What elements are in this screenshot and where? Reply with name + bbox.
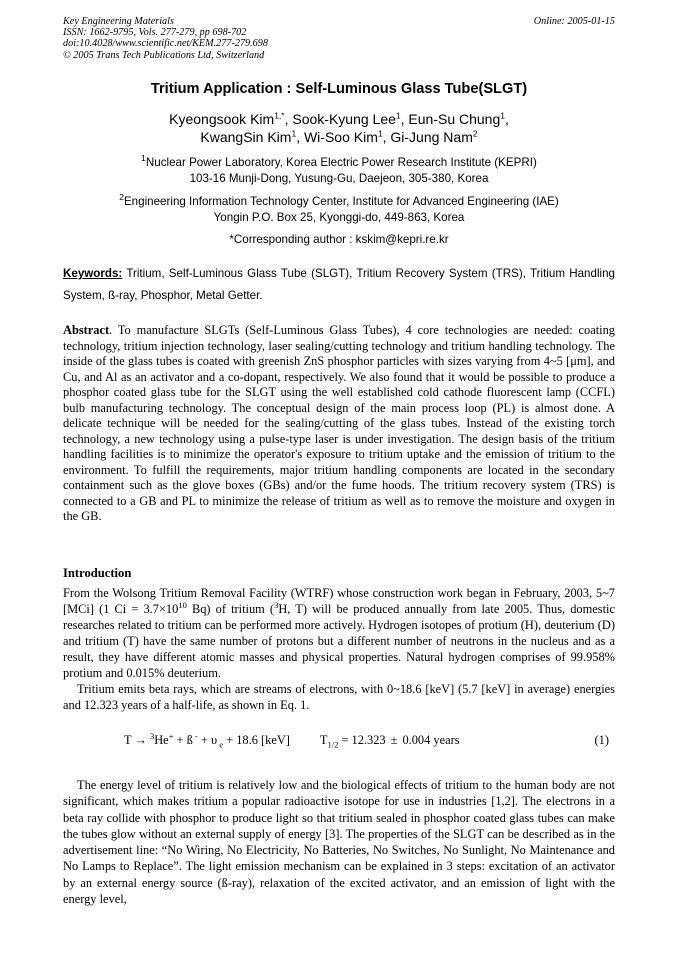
author-affiliation-mark: 2 [472, 128, 478, 139]
copyright-line: © 2005 Trans Tech Publications Ltd, Switzerland [63, 49, 265, 61]
affiliation-2 [0, 194, 678, 225]
doi-line[interactable]: doi:10.4028/www.scientific.net/KEM.277-279.698 [63, 38, 268, 50]
issn-line: ISSN: 1662-9795, Vols. 277-279, pp 698-702 [63, 27, 247, 39]
author-name: , Gi-Jung Nam [382, 129, 473, 145]
author-affiliation-mark: 1 [377, 128, 383, 139]
author-line-2 [0, 128, 678, 146]
introduction-paragraph-2: Tritium emits beta rays, which are streams of electrons, with 0~18.6 [keV] (5.7 [keV] in average) energies and 12.323 years of a half-life, as shown in Eq. 1. [63, 682, 615, 712]
affiliation-mark: 1 [141, 153, 146, 164]
author-affiliation-mark: 1 [291, 128, 297, 139]
author-name: , Wi-Soo Kim [296, 129, 378, 145]
introduction-heading: Introduction [63, 566, 132, 580]
affiliation-2-line-2: Yongin P.O. Box 25, Kyonggi-do, 449-863, Korea [213, 210, 465, 224]
online-date: Online: 2005-01-15 [533, 16, 615, 27]
introduction-paragraph-1: From the Wolsong Tritium Removal Facility (WTRF) whose construction work began in February, 2003, 5~7 [MCi] (1 $Ci = 3.7\times 10^{10}$ Bq) of tritium ($^3$H, T) will be produced annually from late 2005. Thus, domestic researches related to tritium can be performed more actively. Hydrogen isotopes of protium (H), deuterium (D) and tritium (T) have the same number of protons but a different number of neutrons in the nucleus and as a result, they have different atomic masses and physical properties. Natural hydrogen comprises of 99.958% protium and 0.015% deuterium. [63, 586, 615, 680]
author-name: KwangSin Kim [200, 129, 292, 145]
corresponding-author: *Corresponding author : kskim@kepri.re.kr [229, 233, 449, 246]
keywords-text: Tritium, Self-Luminous Glass Tube (SLGT), Tritium Recovery System (TRS), Tritium Handling System, ß-ray, Phosphor, Metal Getter. [63, 267, 615, 302]
paper-title: Tritium Application : Self-Luminous Glass Tube(SLGT) [150, 81, 528, 97]
author-separator: , [504, 111, 509, 127]
equation-1: T → $^3$He+ + ß - + υ $_e$ + 18.6 [keV] $T_{1/2} = 12.323 \pm 0.004$ years [124, 730, 460, 750]
affiliation-2-line-1: $^2$Engineering Information Technology Center, Institute for Advanced Engineering (IAE) [119, 192, 559, 208]
author-affiliation-mark: 1 [500, 110, 505, 121]
abstract-label: Abstract [63, 323, 110, 337]
keywords-paragraph [63, 263, 615, 306]
author-affiliation-mark: 1 [395, 110, 401, 121]
author-name: , Eun-Su Chung [400, 111, 501, 127]
affiliation-1-line-2: 103-16 Munji-Dong, Yusung-Gu, Daejeon, 305-380, Korea [189, 171, 489, 185]
author-affiliation-mark: 1,* [274, 110, 285, 121]
affiliation-mark: 2 [119, 192, 124, 203]
introduction-body [63, 585, 615, 713]
keywords-label: Keywords: [63, 267, 123, 280]
equation-number: (1) [594, 733, 609, 747]
journal-header [63, 16, 268, 61]
author-list [0, 110, 678, 146]
introduction-paragraph-3: The energy level of tritium is relatively low and the biological effects of tritium to the human body are not significant, which makes tritium a popular radioactive isotope for use in industries [1,2]. The electrons in a beta ray collide with phosphor to produce light so that tritium sealed in phosphor coated glass tubes can make the tubes glow without an external supply of energy [3]. The properties of the SLGT can be described as in the advertisement line: “No Wiring, No Electricity, No Batteries, No Switches, No Sunlight, No Maintenance and No Lamps to Replace”. The light emission mechanism can be explained in 3 steps: excitation of an activator by an external energy source (ß-ray), relaxation of the excited activator, and an emission of light with the energy level, [63, 778, 615, 907]
author-name: , Sook-Kyung Lee [284, 111, 396, 127]
author-name: Kyeongsook Kim [169, 111, 275, 127]
abstract-paragraph [63, 323, 615, 525]
abstract-text: . To manufacture SLGTs (Self-Luminous Glass Tubes), 4 core technologies are needed: coating technology, tritium injection technology, laser sealing/cutting technology and tritium handling technology. The inside of the glass tubes is coated with greenish ZnS phosphor particles with sizes varying from 4~5 [μm], and Cu, and Al as an activator and a co-dopant, respectively. We also found that it would be possible to produce a phosphor coated glass tube for the SLGT using the well established cold cathode fluorescent lamp (CCFL) bulb manufacturing technology. The conceptual design of the main process loop (PL) is almost done. A delicate technique will be needed for the sealing/cutting of the glass tubes. Instead of the existing torch technology, a new technology using a pulse-type laser is under investigation. The design basis of the tritium handling facilities is to minimize the operator's exposure to tritium uptake and the emission of tritium to the environment. To fulfill the requirements, major tritium handling components are located in the secondary containment such as the glove boxes (GBs) and/or the fume hoods. The tritium recovery system (TRS) is connected to a GB and PL to minimize the release of tritium as well as to remove the moisture and oxygen in the GB. [63, 323, 615, 523]
author-line-1 [0, 110, 678, 128]
affiliation-1 [0, 155, 678, 186]
journal-name: Key Engineering Materials [63, 16, 174, 27]
affiliation-1-line-1: $^1$Nuclear Power Laboratory, Korea Electric Power Research Institute (KEPRI) [141, 153, 537, 169]
